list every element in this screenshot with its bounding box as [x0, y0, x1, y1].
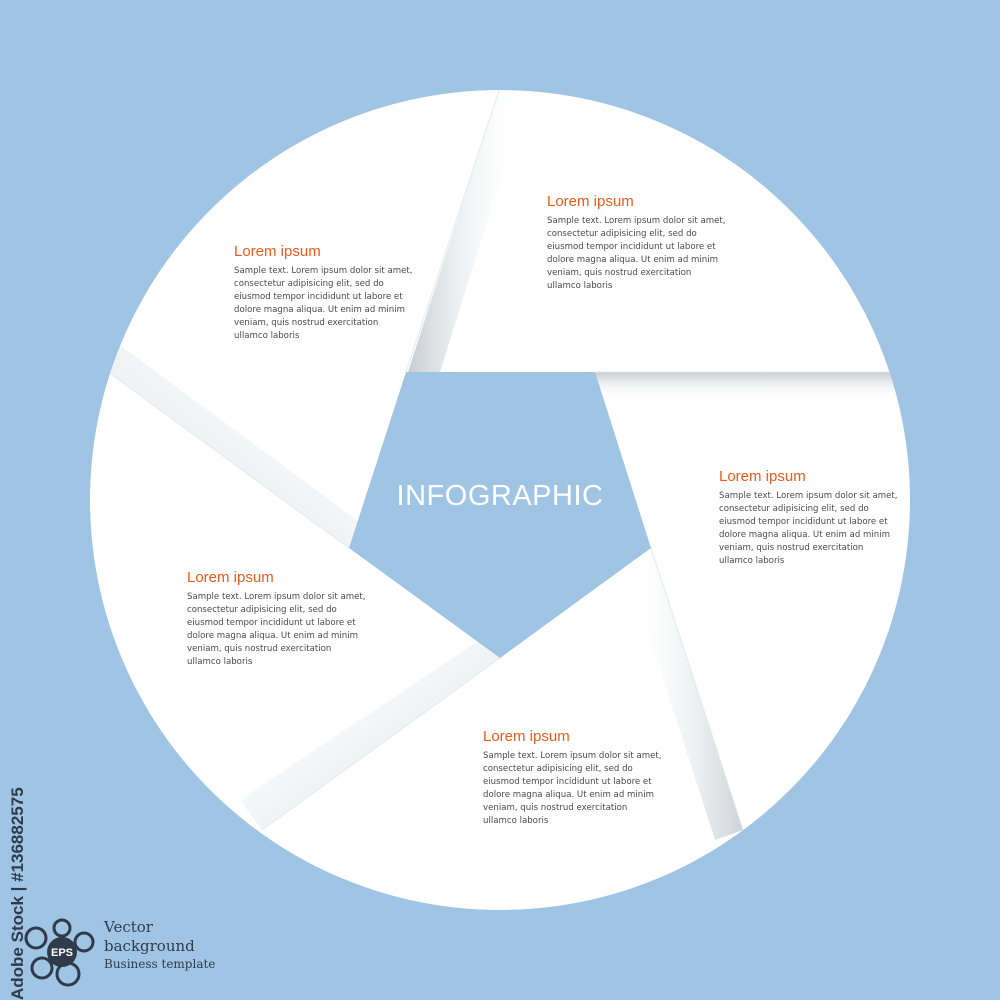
segment-right — [719, 469, 919, 568]
segment-body: Sample text. Lorem ipsum dolor sit amet, consectetur adipisicing elit, sed do eiusmod tempor incididunt ut labore et dolore magna aliqua. Ut enim ad minim veniam, quis nostrud exercitation ullamco laboris — [234, 266, 413, 341]
footer-line-background: background — [104, 937, 195, 955]
segment-body: Sample text. Lorem ipsum dolor sit amet, consectetur adipisicing elit, sed do eiusmod tempor incididunt ut labore et dolore magna aliqua. Ut enim ad minim veniam, quis nostrud exercitation ullamco laboris — [187, 592, 366, 667]
center-title: INFOGRAPHIC — [396, 480, 604, 512]
badge-ring — [75, 933, 93, 951]
segment-top-right — [547, 194, 747, 293]
segment-body: Sample text. Lorem ipsum dolor sit amet, consectetur adipisicing elit, sed do eiusmod tempor incididunt ut labore et dolore magna aliqua. Ut enim ad minim veniam, quis nostrud exercitation ullamco laboris — [547, 216, 726, 291]
segment-body: Sample text. Lorem ipsum dolor sit amet, consectetur adipisicing elit, sed do eiusmod tempor incididunt ut labore et dolore magna aliqua. Ut enim ad minim veniam, quis nostrud exercitation ullamco laboris — [719, 491, 898, 566]
segment-top-left — [234, 244, 434, 343]
segment-title: Lorem ipsum — [234, 243, 321, 260]
segment-title: Lorem ipsum — [483, 728, 570, 745]
badge-ring — [26, 928, 46, 948]
segment-body: Sample text. Lorem ipsum dolor sit amet, consectetur adipisicing elit, sed do eiusmod tempor incididunt ut labore et dolore magna aliqua. Ut enim ad minim veniam, quis nostrud exercitation ullamco laboris — [483, 751, 662, 826]
footer-line-business: Business template — [104, 957, 216, 971]
badge-label: EPS — [50, 947, 74, 959]
footer-line-vector: Vector — [104, 918, 153, 936]
segment-bottom — [483, 729, 683, 828]
segment-title: Lorem ipsum — [719, 468, 806, 485]
blade-shadow-right — [595, 372, 900, 400]
stock-id-label: Adobe Stock | #136882575 — [8, 787, 27, 1000]
footer-text — [104, 918, 215, 973]
segment-title: Lorem ipsum — [187, 569, 274, 586]
segment-title: Lorem ipsum — [547, 193, 634, 210]
badge-ring — [54, 920, 70, 936]
eps-badge-icon — [22, 918, 102, 990]
segment-left — [187, 570, 387, 669]
badge-ring — [32, 958, 52, 978]
